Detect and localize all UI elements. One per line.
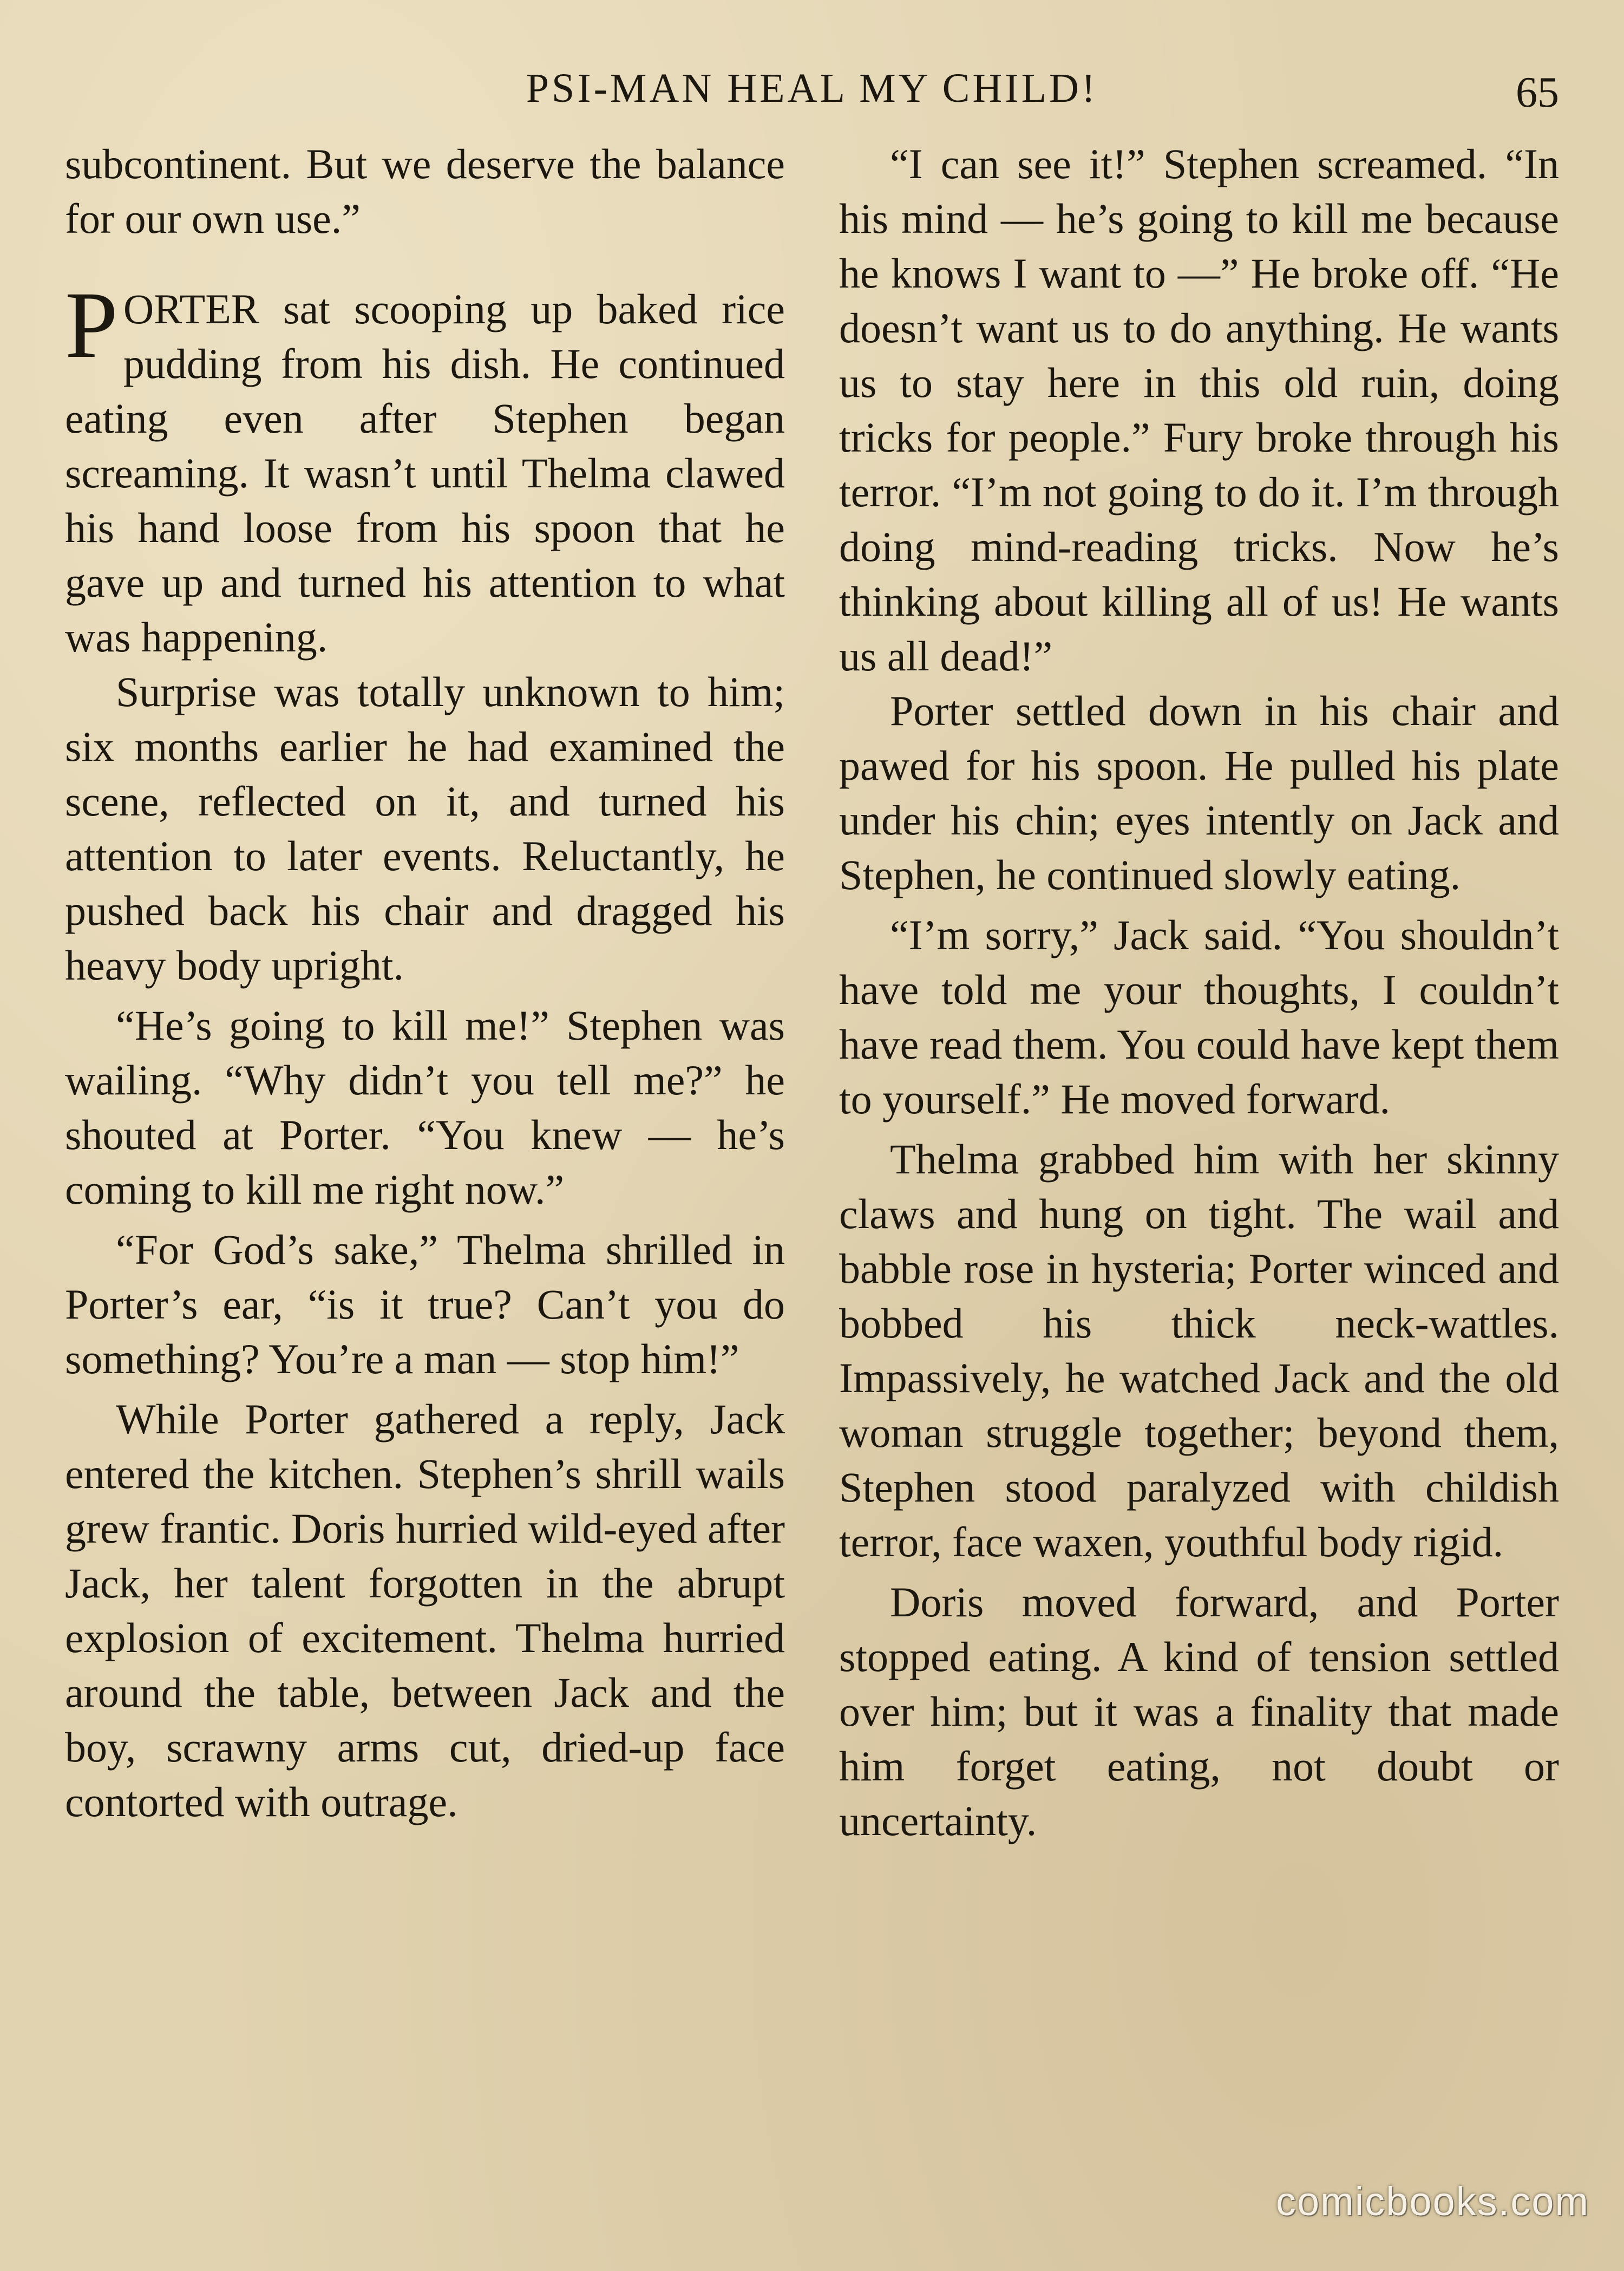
watermark: comicbooks.com bbox=[1275, 2179, 1589, 2224]
paragraph: “I’m sorry,” Jack said. “You shouldn’t have told me your thoughts, I couldn’t have read them. You could have kept them to yourself.” He moved forward. bbox=[839, 911, 1559, 1123]
paragraph: Thelma grabbed him with her skinny claws and hung on tight. The wail and babble rose in hysteria; Porter winced and bobbed his thick neck-wattles. Impassively, he watched Jack and the old woman struggle together; beyond them, Stephen stood paralyzed with childish terror, face waxen, youthful body rigid. bbox=[839, 1136, 1559, 1565]
drop-cap-letter: P bbox=[65, 272, 118, 378]
paragraph: Surprise was totally unknown to him; six months earlier he had examined the scene, reflected on it, and turned his attention to later events. Reluctantly, he pushed back his chair and dragged his heavy body upright. bbox=[65, 668, 785, 989]
running-title: PSI-MAN HEAL MY CHILD! bbox=[526, 66, 1098, 111]
paragraph-text: ORTER sat scooping up baked rice pudding from his dish. He continued eating even after Stephen began screaming. It wasn’t until Thelma clawed his hand loose from his spoon that he gave up and turned his attention to what was happening. bbox=[65, 285, 785, 661]
paragraph: “For God’s sake,” Thelma shrilled in Porter’s ear, “is it true? Can’t you do something? You’re a man — stop him!” bbox=[65, 1226, 785, 1382]
paragraph: Doris moved forward, and Porter stopped eating. A kind of tension settled over him; but it was a finality that made him forget eating, not doubt or uncertainty. bbox=[839, 1578, 1559, 1844]
left-column bbox=[65, 136, 785, 1829]
page-number: 65 bbox=[1516, 69, 1559, 116]
paragraph: “He’s going to kill me!” Stephen was wailing. “Why didn’t you tell me?” he shouted at Porter. “You knew — he’s coming to kill me right now.” bbox=[65, 1002, 785, 1213]
paragraph: Porter settled down in his chair and pawed for his spoon. He pulled his plate under his chin; eyes intently on Jack and Stephen, he continued slowly eating. bbox=[839, 687, 1559, 898]
page-header bbox=[65, 58, 1559, 118]
right-column bbox=[839, 136, 1559, 1848]
paragraph: subcontinent. But we deserve the balance for our own use.” bbox=[65, 140, 785, 242]
paragraph: While Porter gathered a reply, Jack entered the kitchen. Stephen’s shrill wails grew frantic. Doris hurried wild-eyed after Jack, her talent forgotten in the abrupt explosion of excitement. Thelma hurried around the table, between Jack and the boy, scrawny arms cut, dried-up face contorted with outrage. bbox=[65, 1395, 785, 1825]
paragraph: “I can see it!” Stephen screamed. “In his mind — he’s going to kill me because he knows I want to —” He broke off. “He doesn’t want us to do anything. He wants us to stay here in this old ruin, doing tricks for people.” Fury broke through his terror. “I’m not going to do it. I’m through doing mind-reading tricks. Now he’s thinking about killing all of us! He wants us all dead!” bbox=[839, 140, 1559, 680]
paragraph-drop-cap bbox=[65, 272, 785, 664]
